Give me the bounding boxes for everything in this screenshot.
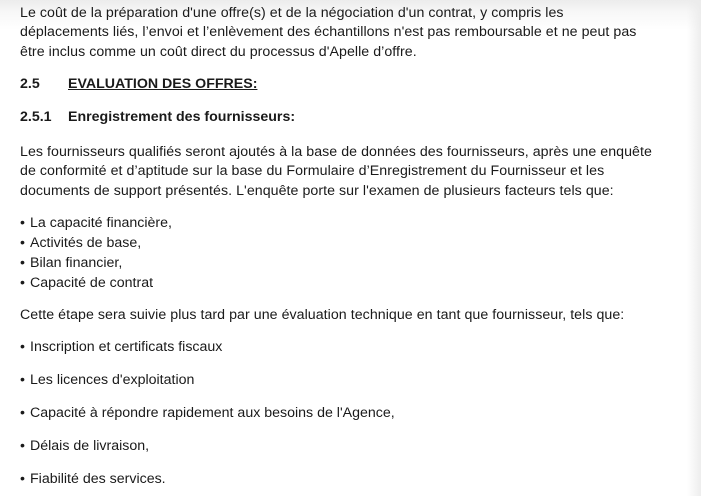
page-edge-shadow <box>687 0 701 496</box>
supplier-registration-paragraph <box>20 143 652 201</box>
list-item-text: Inscription et certificats fiscaux <box>30 339 223 355</box>
bullet-icon: • <box>20 372 25 388</box>
bullet-icon: • <box>20 405 25 421</box>
factors-list <box>20 213 172 293</box>
list-item-text: Activités de base, <box>30 235 142 251</box>
bullet-icon: • <box>20 275 25 291</box>
list-item-text: Fiabilité des services. <box>30 471 166 487</box>
bullet-icon: • <box>20 235 25 251</box>
list-item-text: Les licences d'exploitation <box>30 372 195 388</box>
section-number: 2.5 <box>20 76 40 92</box>
section-title: Enregistrement des fournisseurs: <box>68 109 296 125</box>
list-item-text: Capacité de contrat <box>30 275 154 291</box>
list-item-text: Capacité à répondre rapidement aux besoins de l'Agence, <box>30 405 395 421</box>
list-item <box>20 372 194 388</box>
list-item-text: La capacité financière, <box>30 215 172 231</box>
intro-paragraph <box>20 4 636 62</box>
list-item-text: Bilan financier, <box>30 255 123 271</box>
bullet-icon: • <box>20 215 25 231</box>
list-item-text: Délais de livraison, <box>30 438 150 454</box>
bullet-icon: • <box>20 438 25 454</box>
paragraph-line: Les fournisseurs qualifiés seront ajoutés à la base de données des fournisseurs, après une enquête <box>20 144 652 160</box>
section-heading-2-5 <box>20 76 257 92</box>
list-item <box>20 213 172 233</box>
list-item <box>20 339 222 355</box>
paragraph-line: documents de support présentés. L'enquête porte sur l'examen de plusieurs facteurs tels que: <box>20 182 614 199</box>
paragraph-line: de conformité et d’aptitude sur la base du Formulaire d’Enregistrement du Fournisseur et les <box>20 163 605 180</box>
list-item <box>20 253 172 273</box>
list-item <box>20 438 149 454</box>
section-number: 2.5.1 <box>20 109 52 125</box>
technical-evaluation-paragraph: Cette étape sera suivie plus tard par une évaluation technique en tant que fournisseur, tels que: <box>20 307 625 323</box>
intro-line: déplacements liés, l’envoi et l’enlèvement des échantillons n'est pas remboursable et ne peut pas <box>20 24 637 41</box>
bullet-icon: • <box>20 255 25 271</box>
list-item <box>20 233 172 253</box>
intro-line: Le coût de la préparation d'une offre(s) et de la négociation d'un contrat, y compris les <box>20 5 564 21</box>
bullet-icon: • <box>20 339 25 355</box>
section-heading-2-5-1 <box>20 109 295 125</box>
list-item <box>20 471 166 487</box>
list-item <box>20 405 395 421</box>
section-title: EVALUATION DES OFFRES: <box>68 76 258 92</box>
intro-line: être inclus comme un coût direct du processus d'Apelle d’offre. <box>20 43 417 60</box>
bullet-icon: • <box>20 471 25 487</box>
list-item <box>20 273 172 293</box>
